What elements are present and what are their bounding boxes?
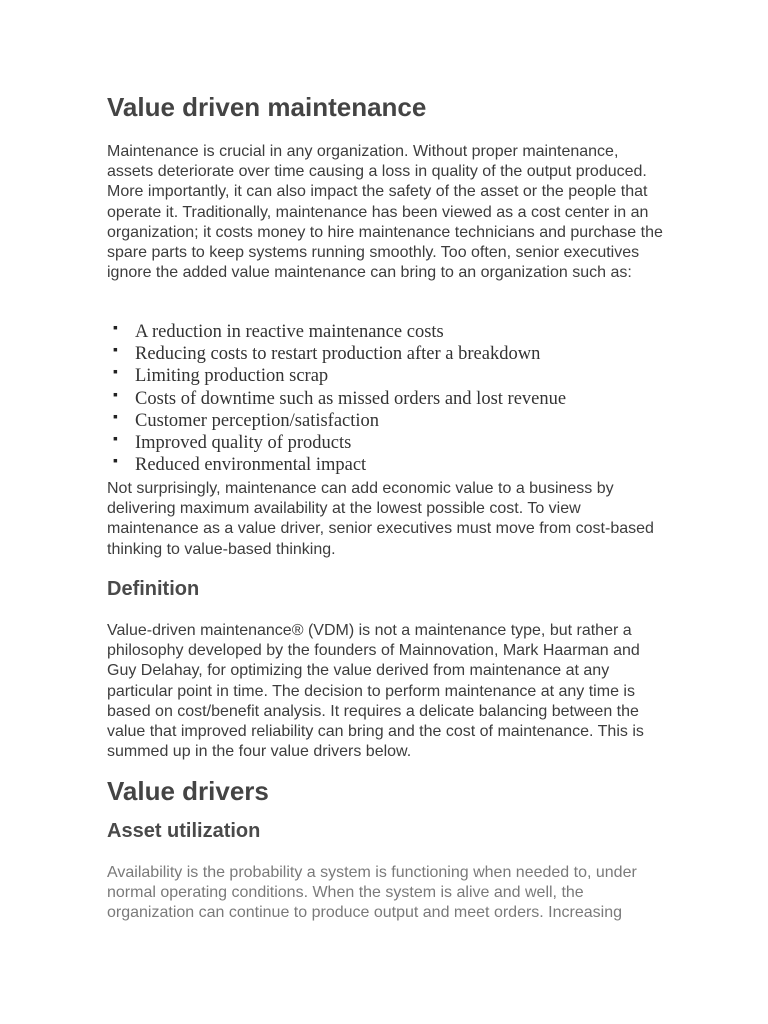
list-item-text: Improved quality of products [135,433,352,454]
bullet-icon: ▪ [113,454,118,470]
list-item-text: Reducing costs to restart production after a breakdown [135,344,541,365]
list-item [107,432,667,454]
list-item [107,321,667,343]
value-drivers-heading: Value drivers [107,776,269,806]
bullet-icon: ▪ [113,365,118,381]
bullet-icon: ▪ [113,409,118,425]
list-item [107,454,667,476]
asset-utilization-paragraph: Availability is the probability a system is functioning when needed to, under normal operating conditions. When the system is alive and well, the organization can continue to produce output and meet orders. Increasing [107,864,637,922]
bullet-icon: ▪ [113,432,118,448]
list-item-text: Costs of downtime such as missed orders and lost revenue [135,388,567,409]
page-title: Value driven maintenance [107,92,427,122]
summary-paragraph: Not surprisingly, maintenance can add economic value to a business by delivering maximum availability at the lowest possible cost. To view maintenance as a value driver, senior executives must move from cost-based thinking to value-based thinking. [107,480,654,558]
bullet-icon: ▪ [113,321,118,336]
list-item-text: Customer perception/satisfaction [135,410,380,431]
list-item [107,365,667,387]
definition-paragraph: Value-driven maintenance® (VDM) is not a maintenance type, but rather a philosophy developed by the founders of Mainnovation, Mark Haarman and Guy Delahay, for optimizing the value derived from maintenance at any particular point in time. The decision to perform maintenance at any time is based on cost/benefit analysis. It requires a delicate balancing between the value that improved reliability can bring and the cost of maintenance. This is summed up in the four value drivers below. [107,622,644,761]
list-item [107,343,667,365]
asset-utilization-heading: Asset utilization [107,820,261,842]
value-list [107,321,667,476]
list-item-text: Limiting production scrap [135,366,329,387]
bullet-icon: ▪ [113,343,118,359]
intro-paragraph: Maintenance is crucial in any organization. Without proper maintenance, assets deteriorate over time causing a loss in quality of the output produced. More importantly, it can also impact the safety of the asset or the people that operate it. Traditionally, maintenance has been viewed as a cost center in an organization; it costs money to hire maintenance technicians and purchase the spare parts to keep systems running smoothly. Too often, senior executives ignore the added value maintenance can bring to an organization such as: [107,143,663,282]
definition-heading: Definition [107,578,200,600]
bullet-icon: ▪ [113,387,118,403]
list-item-text: Reduced environmental impact [135,455,367,476]
list-item [107,388,667,410]
list-item-text: A reduction in reactive maintenance costs [135,322,444,342]
list-item [107,410,667,432]
